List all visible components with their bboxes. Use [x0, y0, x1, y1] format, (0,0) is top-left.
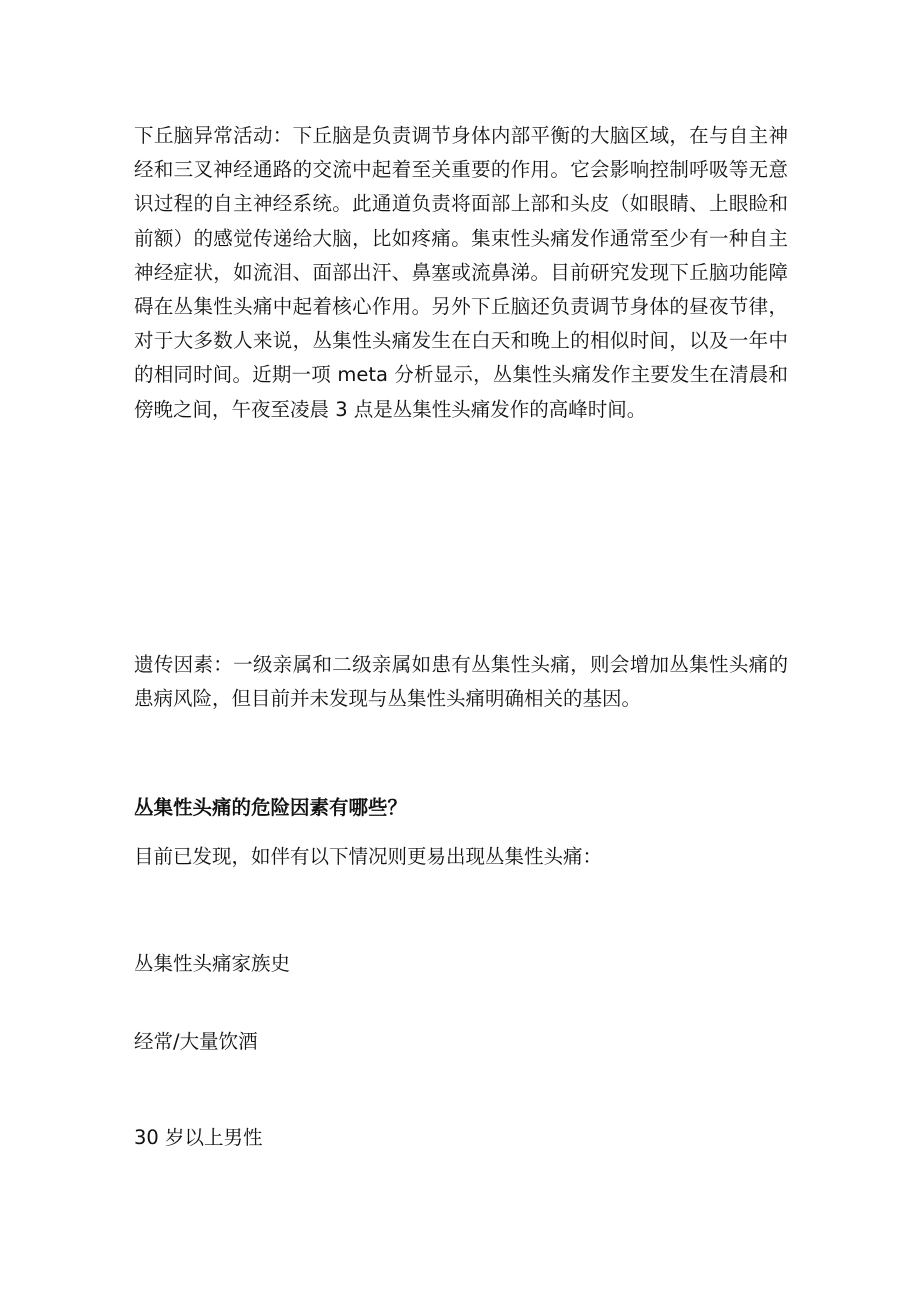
risk-intro-text: 目前已发现，如伴有以下情况则更易出现丛集性头痛：	[134, 845, 603, 868]
list-item: 30 岁以上男性	[134, 1126, 263, 1149]
paragraph-hypothalamus: 下丘脑异常活动：下丘脑是负责调节身体内部平衡的大脑区域，在与自主神经和三叉神经通路的交流中起着至关重要的作用。它会影响控制呼吸等无意识过程的自主神经系统。此通道负责将面部上部和头皮（如眼睛、上眼睑和前额）的感觉传递给大脑，比如疼痛。集束性头痛发作通常至少有一种自主神经症状，如流泪、面部出汗、鼻塞或流鼻涕。目前研究发现下丘脑功能障碍在丛集性头痛中起着核心作用。另外下丘脑还负责调节身体的昼夜节律，对于大多数人来说，丛集性头痛发生在白天和晚上的相似时间，以及一年中的相同时间。近期一项 meta 分析显示，丛集性头痛发作主要发生在清晨和傍晚之间，午夜至凌晨 3 点是丛集性头痛发作的高峰时间。	[134, 124, 788, 421]
section-heading-risk-factors: 丛集性头痛的危险因素有哪些？	[134, 796, 408, 819]
list-item: 丛集性头痛家族史	[134, 952, 291, 975]
list-item: 经常/大量饮酒	[134, 1030, 258, 1053]
paragraph-genetics: 遗传因素：一级亲属和二级亲属如患有丛集性头痛，则会增加丛集性头痛的患病风险，但目前并未发现与丛集性头痛明确相关的基因。	[134, 653, 788, 711]
